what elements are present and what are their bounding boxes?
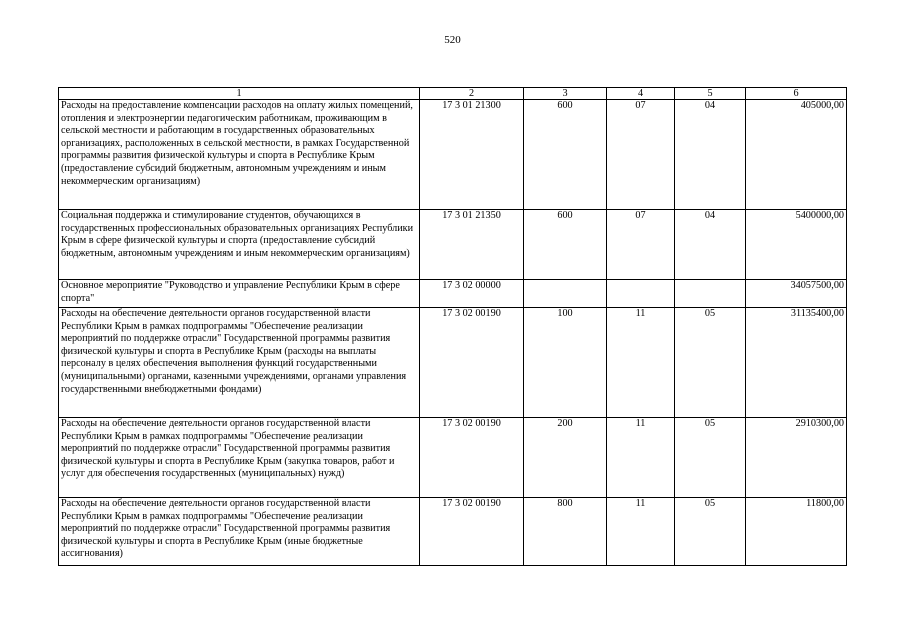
row-amount: 34057500,00	[746, 280, 847, 308]
header-col-2: 2	[420, 88, 524, 100]
header-col-3: 3	[524, 88, 607, 100]
table-row	[59, 418, 847, 498]
row-col-3	[524, 280, 607, 308]
table-row	[59, 498, 847, 566]
row-col-3: 600	[524, 210, 607, 280]
row-amount: 5400000,00	[746, 210, 847, 280]
row-col-4: 11	[607, 418, 675, 498]
row-description: Основное мероприятие "Руководство и управление Республики Крым в сфере спорта"	[59, 280, 420, 308]
row-col-4: 11	[607, 308, 675, 418]
table-row	[59, 308, 847, 418]
row-amount: 405000,00	[746, 100, 847, 210]
row-col-3: 200	[524, 418, 607, 498]
header-col-1: 1	[59, 88, 420, 100]
budget-table	[58, 87, 847, 566]
row-description: Расходы на обеспечение деятельности органов государственной власти Республики Крым в рамках подпрограммы "Обеспечение реализации мероприятий по поддержке отрасли" Государственной программы развития физической культуры и спорта в Республике Крым (иные бюджетные ассигнования)	[59, 498, 420, 566]
row-description: Расходы на обеспечение деятельности органов государственной власти Республики Крым в рамках подпрограммы "Обеспечение реализации мероприятий по поддержке отрасли" Государственной программы развития физической культуры и спорта в Республике Крым (закупка товаров, работ и услуг для обеспечения государственных (муниципальных) нужд)	[59, 418, 420, 498]
row-col-5: 04	[675, 100, 746, 210]
row-col-4: 07	[607, 210, 675, 280]
page-number: 520	[444, 34, 461, 46]
row-col-4: 07	[607, 100, 675, 210]
row-code: 17 3 01 21350	[420, 210, 524, 280]
row-amount: 31135400,00	[746, 308, 847, 418]
table-row	[59, 210, 847, 280]
table-row	[59, 280, 847, 308]
header-row	[59, 88, 847, 100]
row-col-5: 05	[675, 418, 746, 498]
row-col-4: 11	[607, 498, 675, 566]
row-code: 17 3 02 00190	[420, 498, 524, 566]
row-col-3: 100	[524, 308, 607, 418]
row-description: Расходы на обеспечение деятельности органов государственной власти Республики Крым в рамках подпрограммы "Обеспечение реализации мероприятий по поддержке отрасли" Государственной программы развития физической культуры и спорта в Республике Крым (расходы на выплаты персоналу в целях обеспечения выполнения функций государственными (муниципальными) органами, казенными учреждениями, органами управления государственными внебюджетными фондами)	[59, 308, 420, 418]
row-code: 17 3 01 21300	[420, 100, 524, 210]
row-col-4	[607, 280, 675, 308]
row-description: Расходы на предоставление компенсации расходов на оплату жилых помещений, отопления и электроэнергии педагогическим работникам, проживающим в сельской местности и работающим в государственных образовательных организациях, расположенных в сельской местности, в рамках Государственной программы развития физической культуры и спорта в Республике Крым (предоставление субсидий бюджетным, автономным учреждениям и иным некоммерческим организациям)	[59, 100, 420, 210]
row-amount: 11800,00	[746, 498, 847, 566]
table-row	[59, 100, 847, 210]
row-col-3: 600	[524, 100, 607, 210]
row-col-5: 04	[675, 210, 746, 280]
row-amount: 2910300,00	[746, 418, 847, 498]
row-code: 17 3 02 00000	[420, 280, 524, 308]
row-col-5: 05	[675, 498, 746, 566]
row-code: 17 3 02 00190	[420, 308, 524, 418]
row-col-5: 05	[675, 308, 746, 418]
row-col-3: 800	[524, 498, 607, 566]
row-description: Социальная поддержка и стимулирование студентов, обучающихся в государственных профессиональных образовательных организациях Республики Крым в сфере физической культуры и спорта (предоставление субсидий бюджетным, автономным учреждениям и иным некоммерческим организациям)	[59, 210, 420, 280]
header-col-4: 4	[607, 88, 675, 100]
row-code: 17 3 02 00190	[420, 418, 524, 498]
header-col-6: 6	[746, 88, 847, 100]
row-col-5	[675, 280, 746, 308]
header-col-5: 5	[675, 88, 746, 100]
